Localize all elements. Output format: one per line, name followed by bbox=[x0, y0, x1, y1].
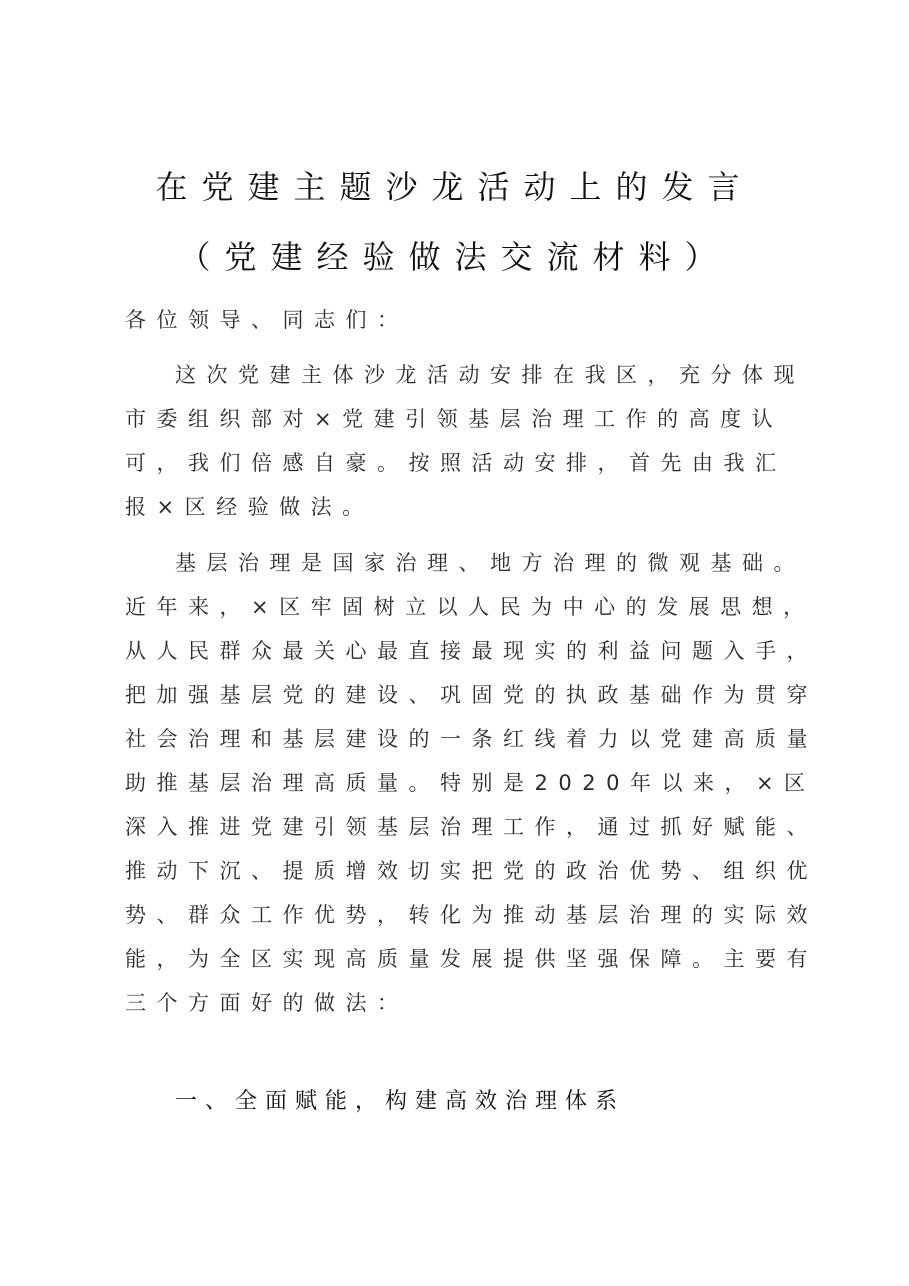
paragraph-1-text: 这次党建主体沙龙活动安排在我区，充分体现市委组织部对×党建引领基层治理工作的高度认可，我们倍感自豪。按照活动安排，首先由我汇报×区经验做法。 bbox=[125, 363, 805, 519]
document-subtitle: （党建经验做法交流材料） bbox=[178, 238, 731, 276]
salutation-text: 各位领导、同志们： bbox=[125, 308, 409, 332]
section-heading: 一、全面赋能，构建高效治理体系 bbox=[175, 1089, 626, 1114]
paragraph-2 bbox=[125, 541, 825, 1025]
paragraph-1 bbox=[125, 353, 805, 529]
paragraph-2-text: 基层治理是国家治理、地方治理的微观基础。近年来，×区牢固树立以人民为中心的发展思想，从人民群众最关心最直接最现实的利益问题入手，把加强基层党的建设、巩固党的执政基础作为贯穿社会治理和基层建设的一条红线着力以党建高质量助推基层治理高质量。特别是2020年以来，×区深入推进党建引领基层治理工作，通过抓好赋能、推动下沉、提质增效切实把党的政治优势、组织优势、群众工作优势，转化为推动基层治理的实际效能，为全区实现高质量发展提供坚强保障。主要有三个方面好的做法： bbox=[125, 551, 818, 1015]
document-title: 在党建主题沙龙活动上的发言 bbox=[155, 168, 754, 206]
salutation bbox=[125, 298, 825, 342]
